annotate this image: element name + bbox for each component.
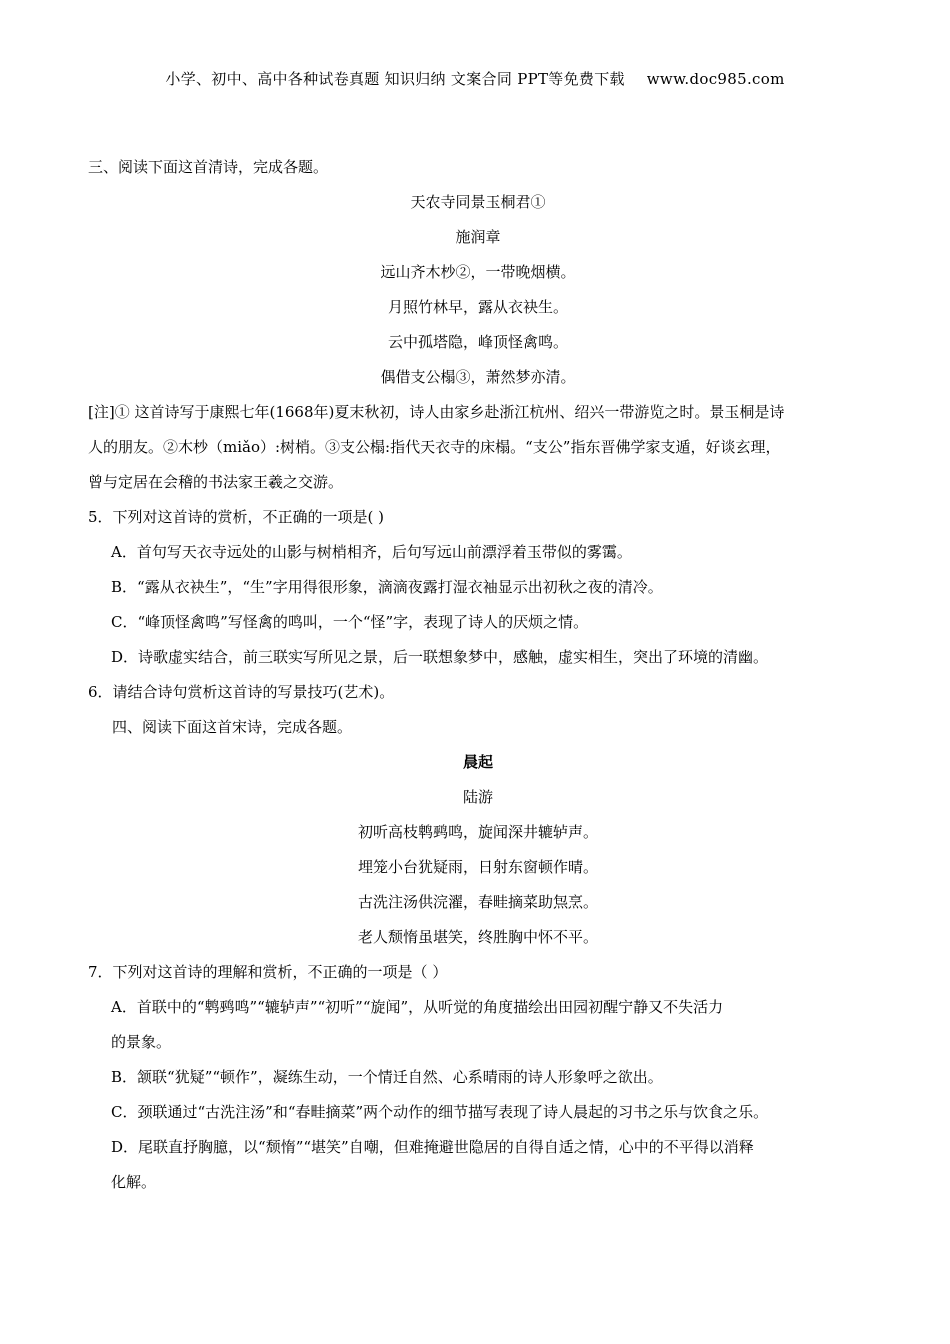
question-5-stem: 5．下列对这首诗的赏析，不正确的一项是( ) <box>88 508 385 526</box>
section3-heading: 三、阅读下面这首清诗，完成各题。 <box>88 158 329 176</box>
question-5-option-c: C．“峰顶怪禽鸣”写怪禽的鸣叫，一个“怪”字，表现了诗人的厌烦之情。 <box>111 613 589 631</box>
page-header <box>0 68 950 89</box>
poem1-note-line: [注]① 这首诗写于康熙七年(1668年)夏末秋初，诗人由家乡赴浙江杭州、绍兴一带游览之时。景玉桐是诗 <box>88 403 785 421</box>
document-body <box>88 155 868 1205</box>
question-6: 6．请结合诗句赏析这首诗的写景技巧(艺术)。 <box>88 683 395 701</box>
header-text: 小学、初中、高中各种试卷真题 知识归纳 文案合同 PPT等免费下载 <box>165 70 625 88</box>
poem1-title: 天农寺同景玉桐君① <box>410 193 546 211</box>
question-5-option-b: B．“露从衣袂生”，“生”字用得很形象，滴滴夜露打湿衣袖显示出初秋之夜的清冷。 <box>111 578 663 596</box>
poem2-line: 埋笼小台犹疑雨，日射东窗顿作晴。 <box>357 858 598 876</box>
header-url[interactable]: www.doc985.com <box>646 70 785 88</box>
poem1-line: 偶借支公榻③，萧然梦亦清。 <box>380 368 576 386</box>
question-7-option-b: B．颔联“犹疑”“顿作”，凝练生动，一个情迁自然、心系晴雨的诗人形象呼之欲出。 <box>111 1068 663 1086</box>
question-7-option-d-cont: 化解。 <box>111 1173 157 1191</box>
poem1-note-line: 人的朋友。②木杪（miǎo）:树梢。③支公榻:指代天衣寺的床榻。“支公”指东晋佛学家支遁，好谈玄理， <box>88 438 781 456</box>
section4-heading: 四、阅读下面这首宋诗，完成各题。 <box>112 718 353 736</box>
poem1-note-line: 曾与定居在会稽的书法家王羲之交游。 <box>88 473 344 491</box>
question-5-option-a: A．首句写天衣寺远处的山影与树梢相齐，后句写远山前漂浮着玉带似的雾霭。 <box>111 543 632 561</box>
poem1-author: 施润章 <box>455 228 501 246</box>
question-7-option-a: A．首联中的“鹎鹀鸣”“辘轳声”“初听”“旋闻”，从听觉的角度描绘出田园初醒宁静又不失活力 <box>111 998 724 1016</box>
poem2-line: 古洗注汤供浣濯，春畦摘菜助炰烹。 <box>357 893 598 911</box>
poem2-title: 晨起 <box>462 753 493 771</box>
poem2-author: 陆游 <box>462 788 493 806</box>
question-7-stem: 7．下列对这首诗的理解和赏析，不正确的一项是（ ） <box>88 963 448 981</box>
question-7-option-a-cont: 的景象。 <box>111 1033 172 1051</box>
poem2-line: 老人颓惰虽堪笑，终胜胸中怀不平。 <box>357 928 598 946</box>
poem2-line: 初听高枝鹎鹀鸣，旋闻深井辘轳声。 <box>357 823 598 841</box>
question-5-option-d: D．诗歌虚实结合，前三联实写所见之景，后一联想象梦中，感触，虚实相生，突出了环境的清幽。 <box>111 648 769 666</box>
poem1-line: 云中孤塔隐，峰顶怪禽鸣。 <box>387 333 568 351</box>
poem1-line: 月照竹林早，露从衣袂生。 <box>387 298 568 316</box>
poem1-line: 远山齐木杪②，一带晚烟横。 <box>380 263 576 281</box>
question-7-option-d: D．尾联直抒胸臆，以“颓惰”“堪笑”自嘲，但难掩避世隐居的自得自适之情，心中的不平得以消释 <box>111 1138 754 1156</box>
question-7-option-c: C．颈联通过“古洗注汤”和“春畦摘菜”两个动作的细节描写表现了诗人晨起的习书之乐与饮食之乐。 <box>111 1103 769 1121</box>
